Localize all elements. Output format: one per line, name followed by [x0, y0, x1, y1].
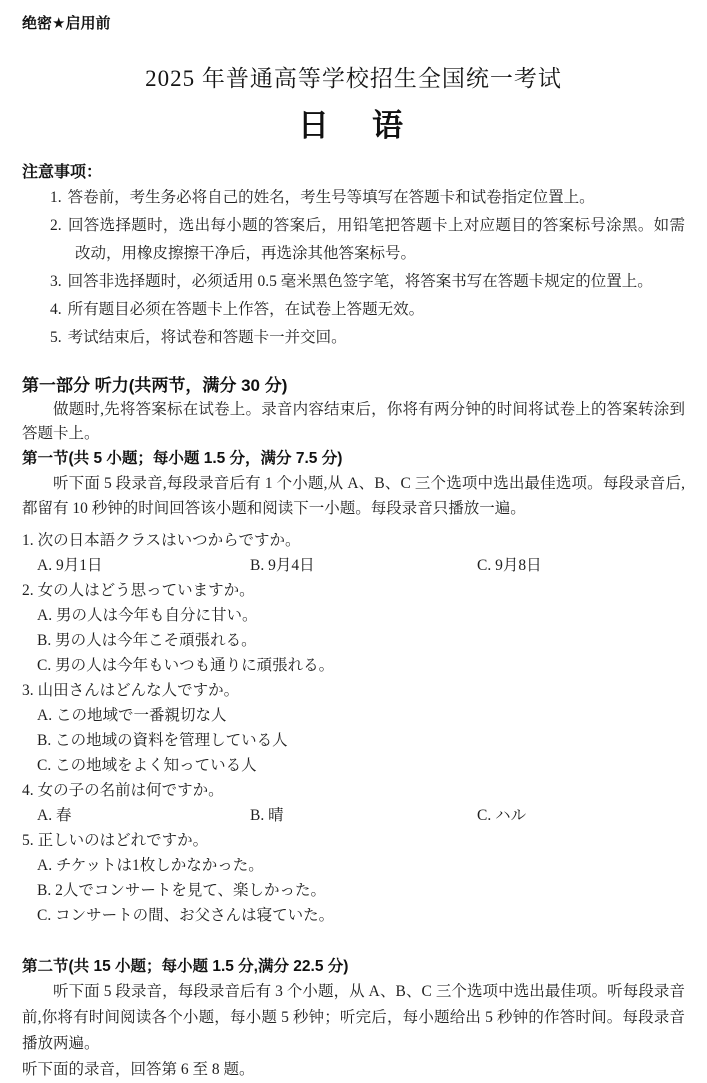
option-a: A. 春 — [37, 807, 72, 824]
option-a: A. この地域で一番親切な人 — [37, 707, 227, 724]
options-row — [22, 803, 685, 828]
question-4 — [22, 778, 685, 828]
notice-item-number: 3. — [50, 273, 62, 290]
option-c: C. コンサートの間、お父さんは寝ていた。 — [37, 907, 335, 924]
section2-intro: 听下面 5 段录音，每段录音后有 3 个小题，从 A、B、C 三个选项中选出最佳项。听每段录音前,你将有时间阅读各个小题，每小题 5 秒钟；听完后，每小题给出 5 秒钟的作答时间。每段录音播放两遍。 — [22, 983, 685, 1052]
question-number: 2. — [22, 582, 34, 599]
notice-list — [50, 184, 685, 352]
question-text — [22, 778, 685, 803]
notice-item-number: 1. — [50, 189, 62, 206]
option-c: C. ハル — [477, 807, 527, 824]
question-1 — [22, 528, 685, 578]
option-c: C. この地域をよく知っている人 — [37, 757, 257, 774]
option-b: B. 晴 — [250, 807, 284, 824]
question-text — [22, 828, 685, 853]
notice-item-text: 答卷前，考生务必将自己的姓名，考生号等填写在答题卡和试卷指定位置上。 — [67, 189, 595, 206]
question-number: 3. — [22, 682, 34, 699]
notice-item-text: 回答非选择题时，必须适用 0.5 毫米黑色签字笔，将答案书写在答题卡规定的位置上。 — [67, 273, 653, 290]
question-stem: 女の人はどう思っていますか。 — [37, 582, 255, 599]
section2-prompt: 听下面的录音，回答第 6 至 8 题。 — [22, 1061, 255, 1078]
exam-title: 2025 年普通高等学校招生全国统一考试 — [145, 66, 562, 91]
question-2 — [22, 578, 685, 678]
options-row — [22, 553, 685, 578]
question-stem: 正しいのはどれですか。 — [37, 832, 209, 849]
question-text — [22, 578, 685, 603]
notice-item-2 — [50, 212, 685, 268]
question-5 — [22, 828, 685, 928]
option-c: C. 9月8日 — [477, 557, 542, 574]
notice-heading: 注意事项： — [22, 164, 103, 181]
option-b: B. 2人でコンサートを見て、楽しかった。 — [37, 882, 327, 899]
option-a: A. 9月1日 — [37, 557, 103, 574]
option-c: C. 男の人は今年もいつも通りに頑張れる。 — [37, 657, 335, 674]
option-b: B. この地域の資料を管理している人 — [37, 732, 288, 749]
notice-item-number: 5. — [50, 329, 62, 346]
question-number: 1. — [22, 532, 34, 549]
section1-heading: 第一节(共 5 小题；每小题 1.5 分，满分 7.5 分) — [22, 450, 343, 467]
notice-item-number: 2. — [50, 217, 62, 234]
question-text — [22, 678, 685, 703]
option-b: B. 男の人は今年こそ頑張れる。 — [37, 632, 257, 649]
section2-heading: 第二节(共 15 小题；每小题 1.5 分,满分 22.5 分) — [22, 958, 349, 975]
question-number: 4. — [22, 782, 34, 799]
notice-item-number: 4. — [50, 301, 62, 318]
question-stem: 女の子の名前は何ですか。 — [37, 782, 224, 799]
option-a: A. チケットは1枚しかなかった。 — [37, 857, 264, 874]
notice-item-3 — [50, 268, 685, 296]
question-stem: 山田さんはどんな人ですか。 — [37, 682, 240, 699]
notice-item-text: 考试结束后，将试卷和答题卡一并交回。 — [67, 329, 347, 346]
notice-item-text: 所有题目必须在答题卡上作答，在试卷上答题无效。 — [67, 301, 425, 318]
section1-intro: 听下面 5 段录音,每段录音后有 1 个小题,从 A、B、C 三个选项中选出最佳选项。每段录音后,都留有 10 秒钟的时间回答该小题和阅读下一小题。每段录音只播放一遍。 — [22, 475, 685, 517]
question-number: 5. — [22, 832, 34, 849]
subject-title: 日 语 — [298, 108, 409, 143]
question-stem: 次の日本語クラスはいつからですか。 — [37, 532, 301, 549]
question-3 — [22, 678, 685, 778]
question-text — [22, 528, 685, 553]
part1-intro: 做题时,先将答案标在试卷上。录音内容结束后，你将有两分钟的时间将试卷上的答案转涂到答题卡上。 — [22, 401, 685, 442]
option-b: B. 9月4日 — [250, 557, 315, 574]
notice-item-5 — [50, 324, 685, 352]
question-list — [22, 528, 685, 928]
option-a: A. 男の人は今年も自分に甘い。 — [37, 607, 258, 624]
notice-item-4 — [50, 296, 685, 324]
part1-heading: 第一部分 听力(共两节，满分 30 分) — [22, 376, 288, 395]
notice-item-text: 回答选择题时，选出每小题的答案后，用铅笔把答题卡上对应题目的答案标号涂黑。如需改动，用橡皮擦擦干净后，再选涂其他答案标号。 — [67, 217, 685, 262]
notice-item-1 — [50, 184, 685, 212]
classification-label: 绝密★启用前 — [22, 15, 111, 32]
